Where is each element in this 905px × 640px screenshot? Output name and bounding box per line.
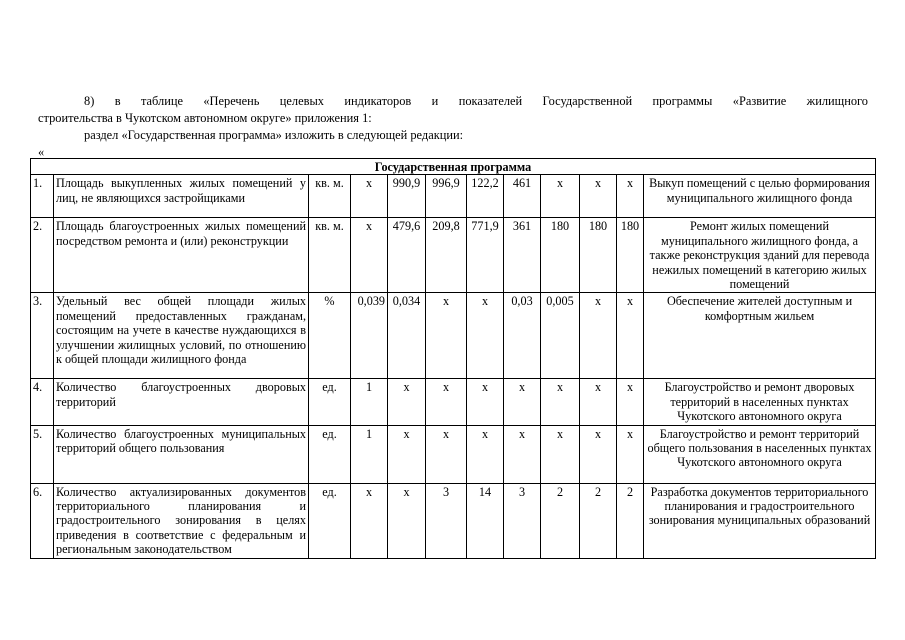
value-cell: 180 xyxy=(580,218,617,293)
row-number: 2. xyxy=(31,218,54,293)
value-cell: 0,03 xyxy=(504,293,541,379)
unit-cell: % xyxy=(309,293,351,379)
value-cell: x xyxy=(504,379,541,425)
value-cell: x xyxy=(388,379,426,425)
section-title: Государственная программа xyxy=(31,159,876,175)
value-cell: x xyxy=(351,175,388,218)
description-cell: Разработка документов территориального планирования и градостроительного зонирования муниципальных образований xyxy=(644,483,876,558)
table-row xyxy=(31,425,876,483)
table-row xyxy=(31,293,876,379)
row-number: 3. xyxy=(31,293,54,379)
value-cell: 3 xyxy=(504,483,541,558)
value-cell: x xyxy=(467,425,504,483)
value-cell: x xyxy=(580,293,617,379)
value-cell: 0,039 xyxy=(351,293,388,379)
value-cell: x xyxy=(467,379,504,425)
indicator-name: Количество благоустроенных дворовых территорий xyxy=(54,379,309,425)
value-cell: x xyxy=(426,379,467,425)
value-cell: 996,9 xyxy=(426,175,467,218)
indicator-name: Площадь благоустроенных жилых помещений посредством ремонта и (или) реконструкции xyxy=(54,218,309,293)
value-cell: x xyxy=(541,425,580,483)
description-cell: Обеспечение жителей доступным и комфортным жильем xyxy=(644,293,876,379)
value-cell: 2 xyxy=(580,483,617,558)
value-cell: 0,005 xyxy=(541,293,580,379)
indicators-table xyxy=(30,158,876,559)
row-number: 5. xyxy=(31,425,54,483)
value-cell: x xyxy=(426,425,467,483)
value-cell: 1 xyxy=(351,379,388,425)
value-cell: 361 xyxy=(504,218,541,293)
value-cell: 771,9 xyxy=(467,218,504,293)
unit-cell: кв. м. xyxy=(309,218,351,293)
value-cell: 2 xyxy=(541,483,580,558)
value-cell: 180 xyxy=(541,218,580,293)
paragraph-amendment-line2: строительства в Чукотском автономном округе» приложения 1: xyxy=(38,111,372,125)
value-cell: 461 xyxy=(504,175,541,218)
value-cell: 3 xyxy=(426,483,467,558)
value-cell: x xyxy=(351,218,388,293)
value-cell: 2 xyxy=(617,483,644,558)
value-cell: 14 xyxy=(467,483,504,558)
table-row xyxy=(31,218,876,293)
indicator-name: Удельный вес общей площади жилых помещений предоставленных гражданам, состоящим на учете в качестве нуждающихся в улучшении жилищных условий, по отношению к общей площади жилищного фонда xyxy=(54,293,309,379)
indicator-name: Количество актуализированных документов территориального планирования и градостроительного зонирования в целях приведения в соответствие с федеральным и региональным законодательством xyxy=(54,483,309,558)
value-cell: x xyxy=(467,293,504,379)
unit-cell: ед. xyxy=(309,425,351,483)
table-row xyxy=(31,175,876,218)
value-cell: x xyxy=(388,483,426,558)
description-cell: Благоустройство и ремонт дворовых территорий в населенных пунктах Чукотского автономного округа xyxy=(644,379,876,425)
unit-cell: ед. xyxy=(309,379,351,425)
indicator-name: Площадь выкупленных жилых помещений у лиц, не являющихся застройщиками xyxy=(54,175,309,218)
paragraph-instruction: раздел «Государственная программа» изложить в следующей редакции: xyxy=(84,128,464,142)
row-number: 4. xyxy=(31,379,54,425)
indicator-name: Количество благоустроенных муниципальных территорий общего пользования xyxy=(54,425,309,483)
value-cell: x xyxy=(541,379,580,425)
description-cell: Выкуп помещений с целью формирования муниципального жилищного фонда xyxy=(644,175,876,218)
value-cell: x xyxy=(504,425,541,483)
value-cell: 122,2 xyxy=(467,175,504,218)
value-cell: x xyxy=(617,425,644,483)
value-cell: x xyxy=(580,379,617,425)
description-cell: Благоустройство и ремонт территорий общего пользования в населенных пунктах Чукотского автономного округа xyxy=(644,425,876,483)
unit-cell: ед. xyxy=(309,483,351,558)
value-cell: 0,034 xyxy=(388,293,426,379)
value-cell: x xyxy=(580,425,617,483)
value-cell: 209,8 xyxy=(426,218,467,293)
value-cell: x xyxy=(617,293,644,379)
value-cell: x xyxy=(617,175,644,218)
value-cell: 990,9 xyxy=(388,175,426,218)
section-header-row xyxy=(31,159,876,175)
value-cell: x xyxy=(388,425,426,483)
unit-cell: кв. м. xyxy=(309,175,351,218)
value-cell: 479,6 xyxy=(388,218,426,293)
value-cell: x xyxy=(351,483,388,558)
value-cell: x xyxy=(541,175,580,218)
value-cell: 1 xyxy=(351,425,388,483)
paragraph-amendment-line1: 8) в таблице «Перечень целевых индикаторов и показателей Государственной программы «Развитие жилищного xyxy=(84,94,868,108)
table-row xyxy=(31,379,876,425)
table-row xyxy=(31,483,876,558)
row-number: 6. xyxy=(31,483,54,558)
row-number: 1. xyxy=(31,175,54,218)
value-cell: x xyxy=(426,293,467,379)
value-cell: x xyxy=(617,379,644,425)
value-cell: 180 xyxy=(617,218,644,293)
value-cell: x xyxy=(580,175,617,218)
description-cell: Ремонт жилых помещений муниципального жилищного фонда, а также реконструкция зданий для перевода нежилых помещений в категорию жилых помещений xyxy=(644,218,876,293)
paragraph-amendment xyxy=(38,93,868,127)
open-quote: « xyxy=(38,145,45,159)
